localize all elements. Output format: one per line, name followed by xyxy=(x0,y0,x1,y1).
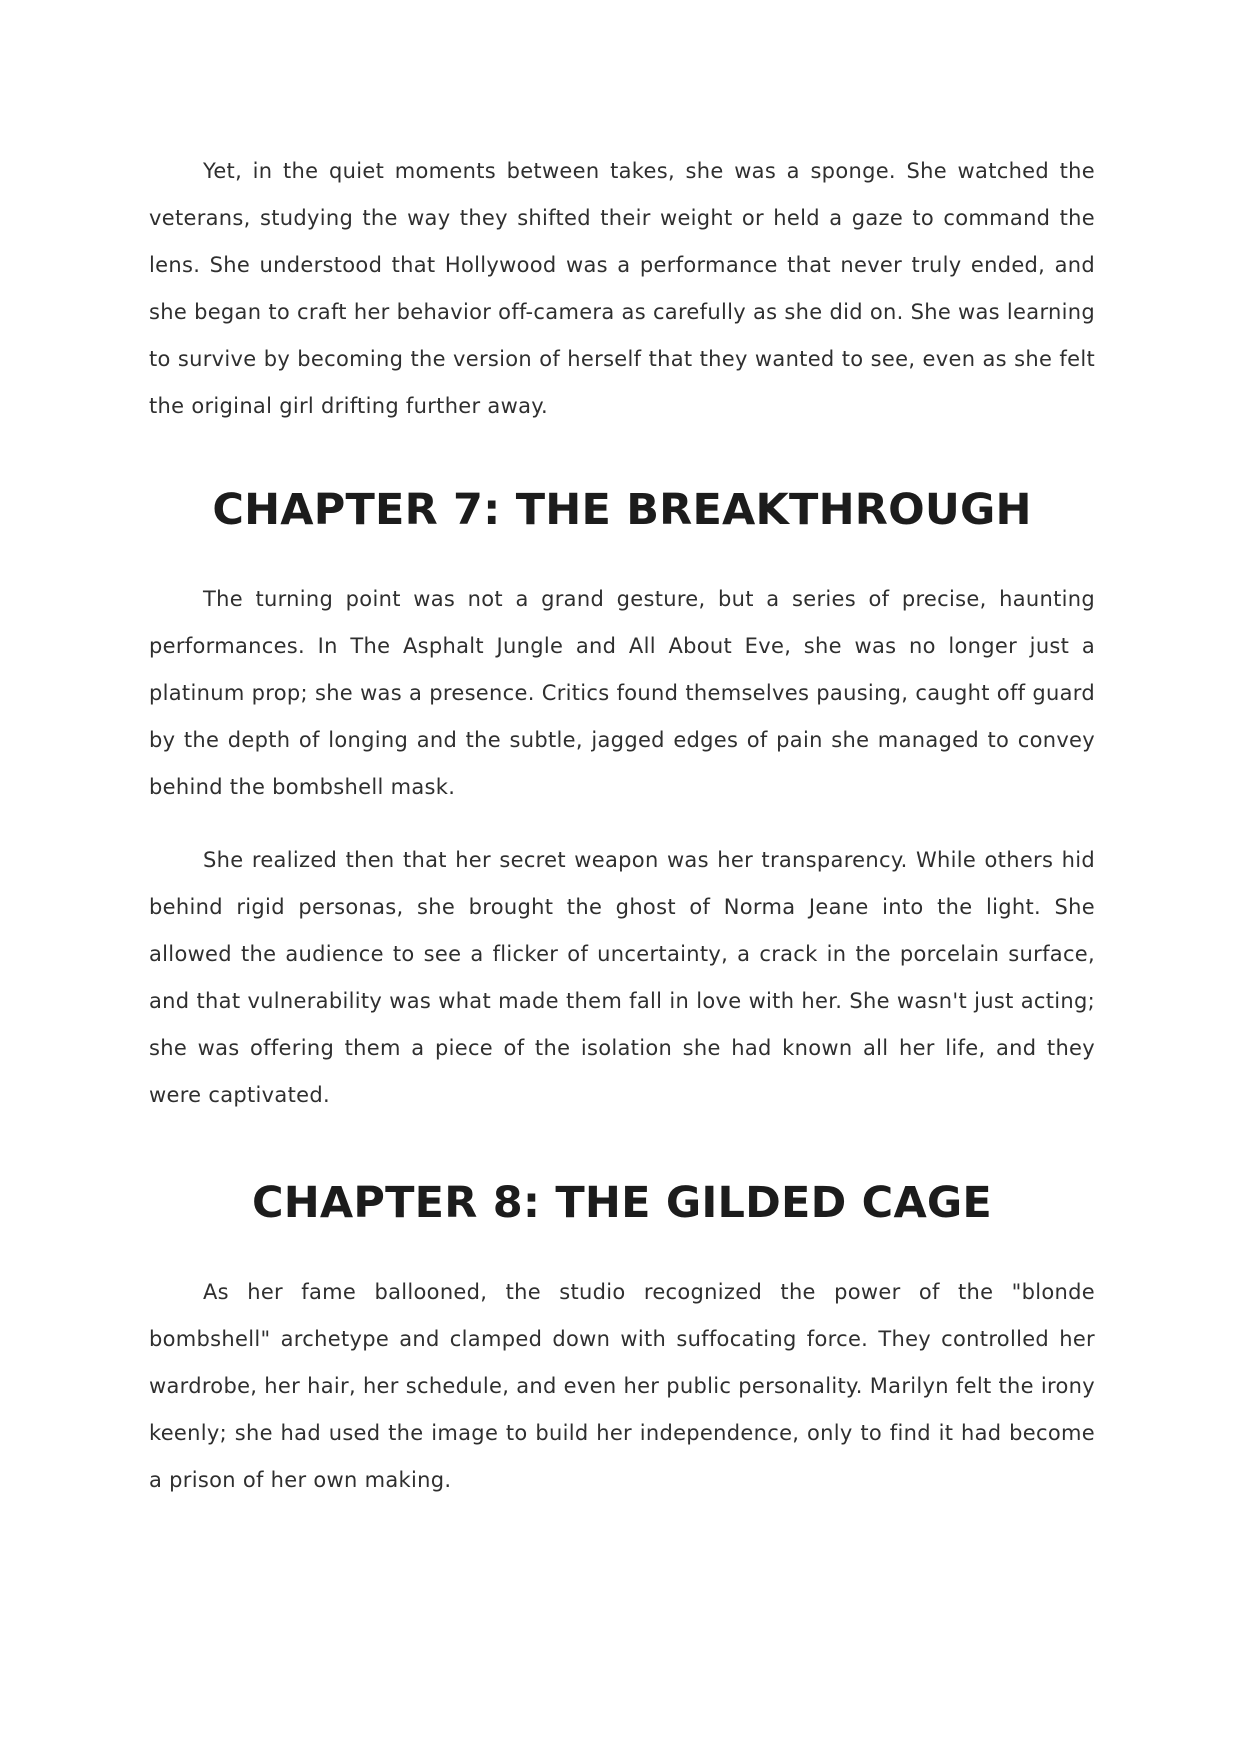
body-paragraph: Yet, in the quiet moments between takes, she was a sponge. She watched the veterans, studying the way they shifted their weight or held a gaze to command the lens. She understood that Hollywood was a performance that never truly ended, and she began to craft her behavior off-camera as carefully as she did on. She was learning to survive by becoming the version of herself that they wanted to see, even as she felt the original girl drifting further away. xyxy=(149,159,1095,418)
chapter-heading: CHAPTER 8: THE GILDED CAGE xyxy=(251,1178,992,1228)
chapter-heading: CHAPTER 7: THE BREAKTHROUGH xyxy=(212,485,1032,535)
body-paragraph: She realized then that her secret weapon was her transparency. While others hid behind rigid personas, she brought the ghost of Norma Jeane into the light. She allowed the audience to see a flicker of uncertainty, a crack in the porcelain surface, and that vulnerability was what made them fall in love with her. She wasn't just acting; she was offering them a piece of the isolation she had known all her life, and they were captivated. xyxy=(149,848,1095,1107)
body-paragraph: As her fame ballooned, the studio recognized the power of the "blonde bombshell" archetype and clamped down with suffocating force. They controlled her wardrobe, her hair, her schedule, and even her public personality. Marilyn felt the irony keenly; she had used the image to build her independence, only to find it had become a prison of her own making. xyxy=(149,1280,1095,1492)
document-page xyxy=(149,148,1095,1504)
body-paragraph: The turning point was not a grand gesture, but a series of precise, haunting performances. In The Asphalt Jungle and All About Eve, she was no longer just a platinum prop; she was a presence. Critics found themselves pausing, caught off guard by the depth of longing and the subtle, jagged edges of pain she managed to convey behind the bombshell mask. xyxy=(149,587,1095,799)
